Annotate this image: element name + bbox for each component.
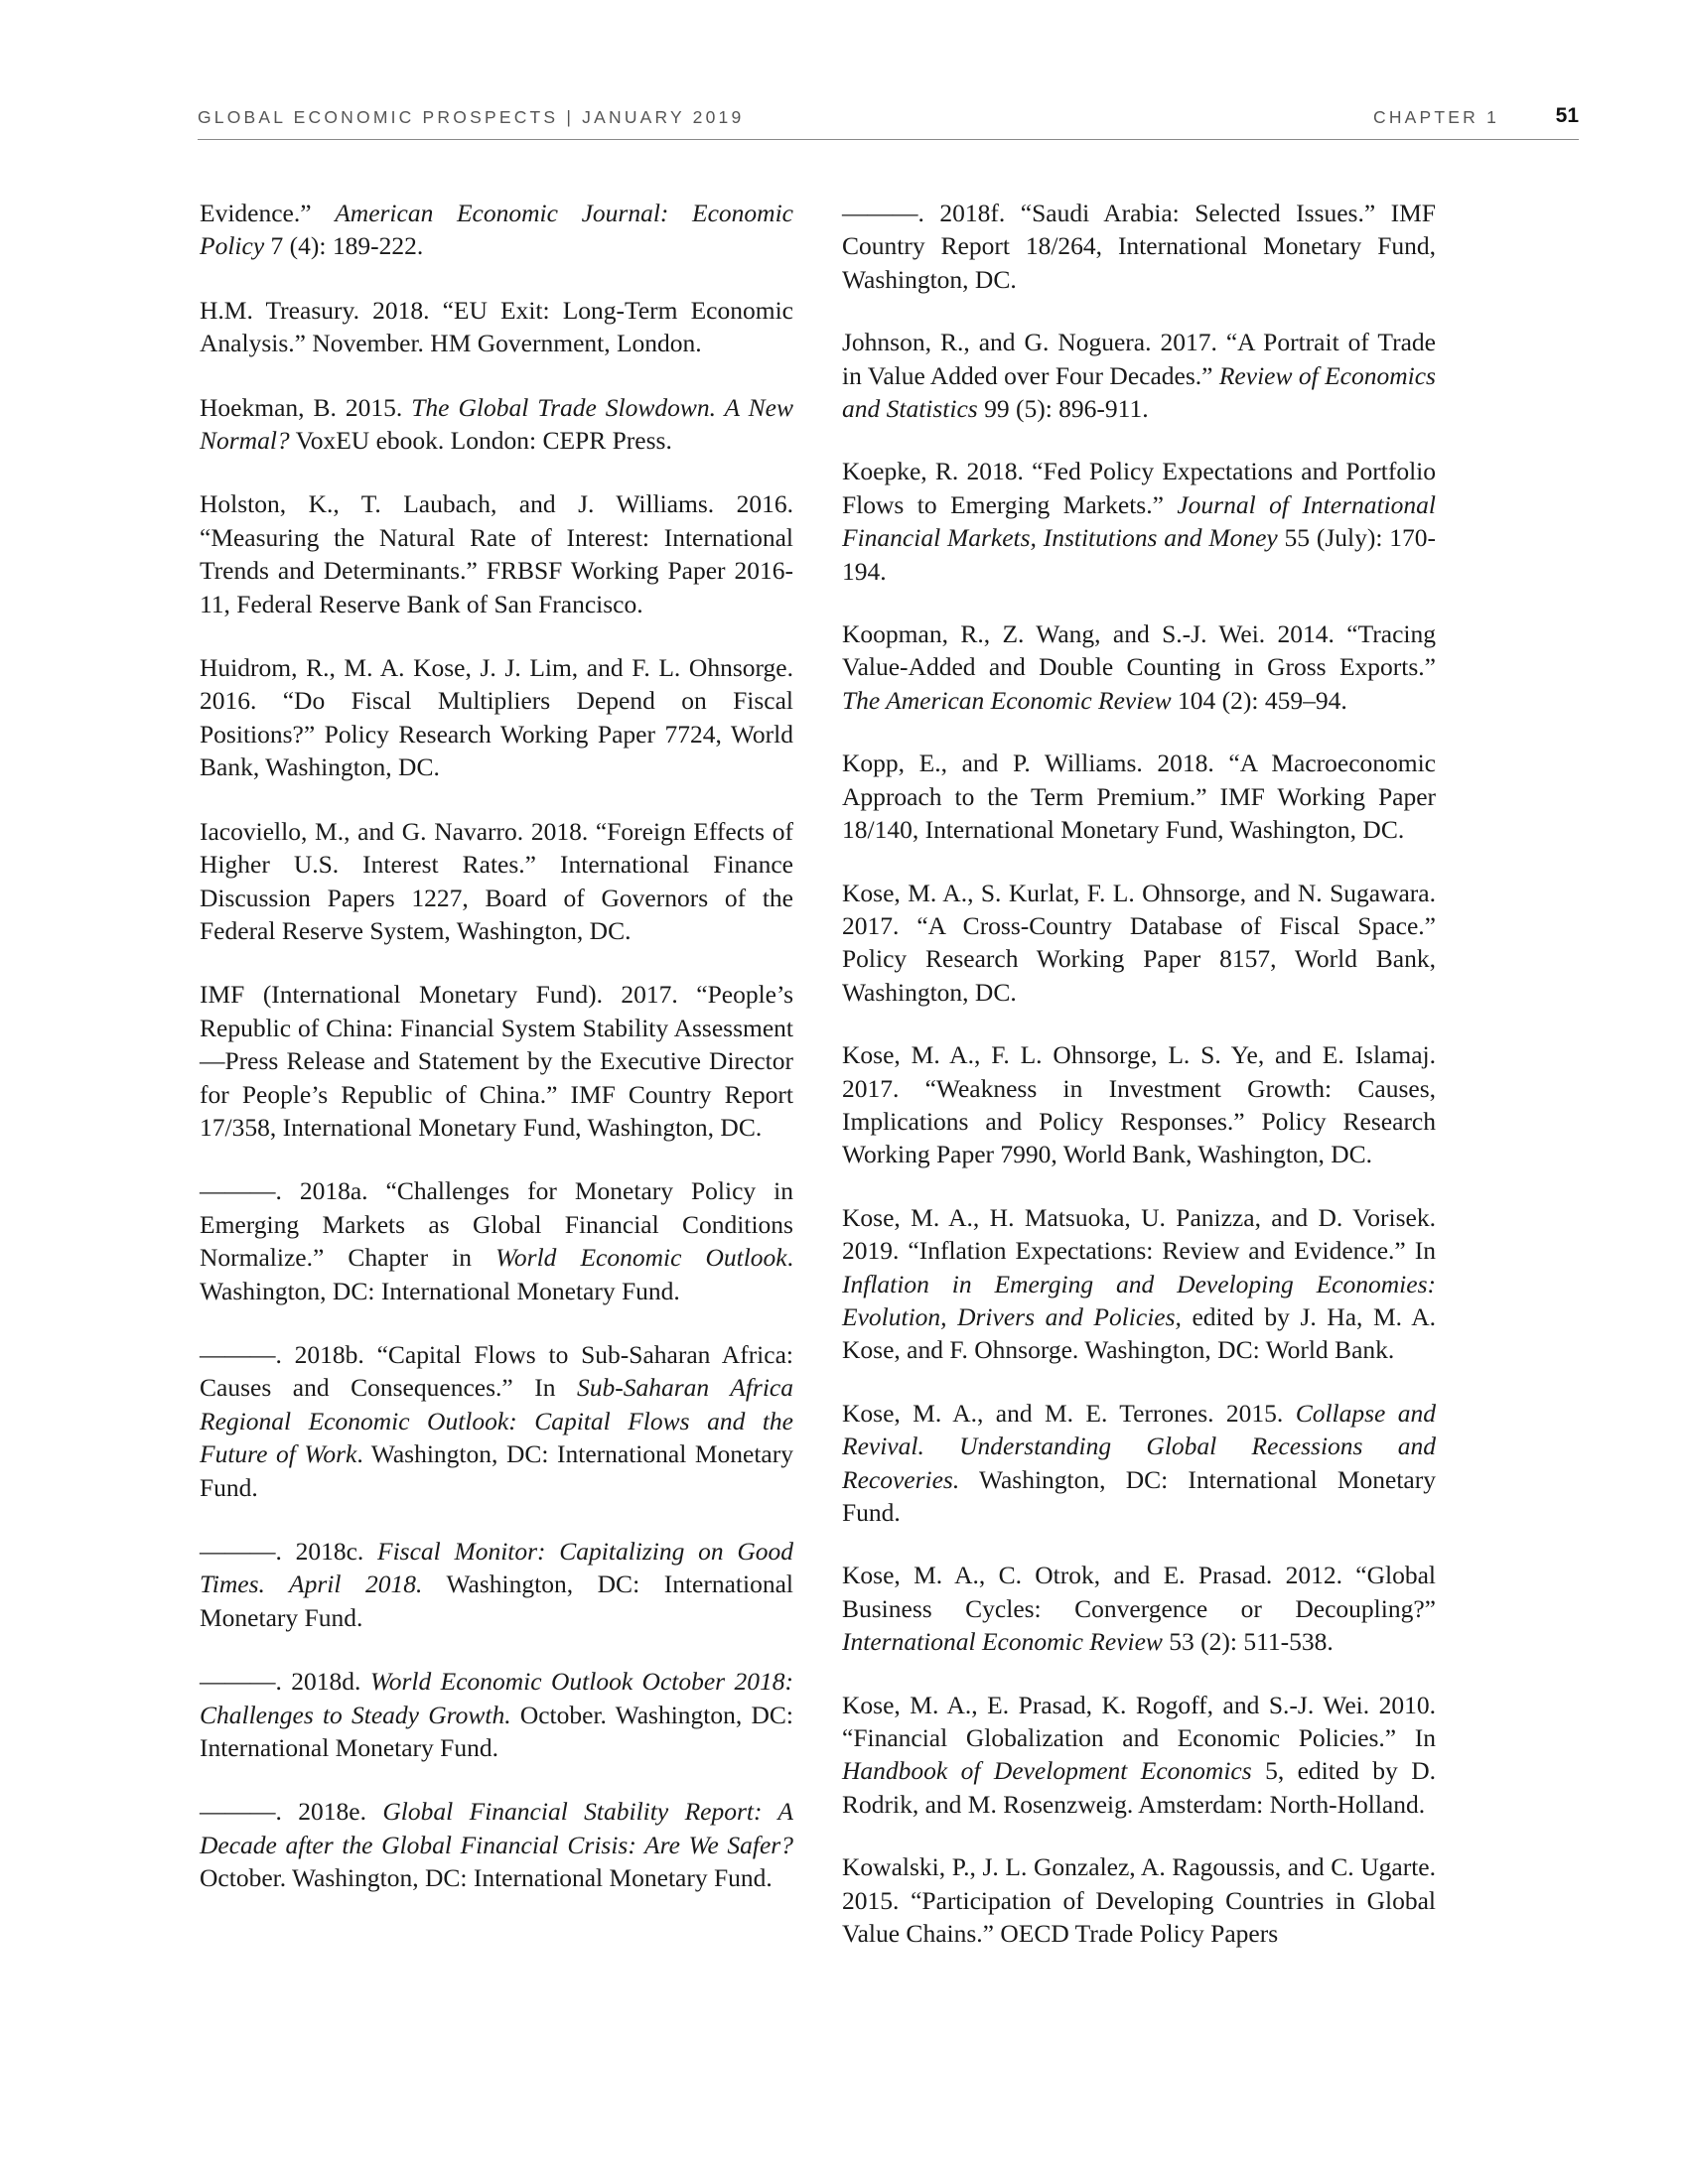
reference-text: Kose, M. A., and M. E. Terrones. 2015. [842,1398,1296,1428]
reference-text: Washington, DC: International Monetary Fund. [200,1570,794,1632]
reference-text: Kose, M. A., F. L. Ohnsorge, L. S. Ye, and E. Islamaj. 2017. “Weakness in Investment Growth: Causes, Implications and Policy Responses.” Policy Research Working Paper 7990, World Bank, Washington, DC. [842,1040,1436,1169]
reference-text: Kopp, E., and P. Williams. 2018. “A Macroeconomic Approach to the Term Premium.” IMF Working Paper 18/140, International Monetary Fund, Washington, DC. [842,749,1436,845]
reference-text: Huidrom, R., M. A. Kose, J. J. Lim, and F. L. Ohnsorge. 2016. “Do Fiscal Multipliers Depend on Fiscal Positions?” Policy Research Working Paper 7724, World Bank, Washington, DC. [200,653,793,782]
reference-text: ———. 2018a. “Challenges for Monetary Policy in Emerging Markets as Global Financial Conditions Normalize.” Chapter in [200,1176,793,1273]
reference-text: 99 (5): 896-911. [977,394,1149,424]
reference-entry [200,651,793,784]
reference-title-italic: World Economic Outlook [495,1243,787,1273]
reference-entry [842,1559,1436,1658]
reference-entry [842,197,1436,296]
reference-entry [200,978,793,1144]
reference-text: ———. 2018e. [200,1797,383,1827]
reference-title-italic: Inflation in Emerging and Developing Economies: Evolution, Drivers and Policies, [842,1269,1436,1331]
reference-text: Kose, M. A., H. Matsuoka, U. Panizza, and D. Vorisek. 2019. “Inflation Expectations: Review and Evidence.” In [842,1202,1436,1266]
reference-title-italic: World Economic Outlook October 2018: Challenges to Steady Growth. [200,1667,794,1729]
reference-text: IMF (International Monetary Fund). 2017. “People’s Republic of China: Financial System Stability Assessment—Press Release and Statement by the Executive Director for People’s Republic of China.” IMF Country Report 17/358, International Monetary Fund, Washington, DC. [200,980,793,1142]
reference-title-italic: The Global Trade Slowdown. A New Normal? [200,392,793,456]
reference-text: Koopman, R., Z. Wang, and S.-J. Wei. 2014. “Tracing Value-Added and Double Counting in Gross Exports.” [842,619,1436,682]
reference-text: Washington, DC: International Monetary Fund. [842,1464,1436,1527]
reference-text: ———. 2018d. [200,1667,370,1697]
references-left-column [200,197,793,1926]
reference-text: Evidence.” [200,199,336,227]
reference-text: Kose, M. A., C. Otrok, and E. Prasad. 2012. “Global Business Cycles: Convergence or Decoupling?” [842,1561,1436,1623]
reference-entry [842,1201,1436,1367]
reference-entry [842,1689,1436,1822]
reference-text: VoxEU ebook. London: CEPR Press. [289,426,672,456]
reference-entry [842,617,1436,717]
reference-text: H.M. Treasury. 2018. “EU Exit: Long-Term Economic Analysis.” November. HM Government, London. [200,295,793,358]
reference-title-italic: Journal of International Financial Markets, Institutions and Money [842,489,1436,553]
reference-entry [200,1665,793,1764]
reference-text: ———. 2018c. [200,1537,378,1566]
reference-title-italic: Handbook of Development Economics [842,1756,1252,1786]
reference-text: . Washington, DC: International Monetary Fund. [200,1439,793,1502]
reference-text: Iacoviello, M., and G. Navarro. 2018. “Foreign Effects of Higher U.S. Interest Rates.” International Finance Discussion Papers 1227, Board of Governors of the Federal Reserve System, Washington, DC. [200,816,793,945]
page-number: 51 [1555,104,1579,127]
reference-title-italic: Fiscal Monitor: Capitalizing on Good Times. April 2018. [200,1537,793,1599]
reference-entry [842,326,1436,425]
reference-entry [842,1850,1436,1950]
running-header [198,105,1579,140]
reference-text: Kose, M. A., S. Kurlat, F. L. Ohnsorge, and N. Sugawara. 2017. “A Cross-Country Database of Fiscal Space.” Policy Research Working Paper 8157, World Bank, Washington, DC. [842,878,1436,1007]
reference-title-italic: Global Financial Stability Report: A Decade after the Global Financial Crisis: Are We Safer? [200,1797,793,1859]
reference-entry [200,487,793,620]
reference-text: Johnson, R., and G. Noguera. 2017. “A Portrait of Trade in Value Added over Four Decades.” [842,328,1436,390]
reference-text: 53 (2): 511-538. [1162,1627,1334,1657]
reference-entry [200,1535,793,1634]
reference-text: October. Washington, DC: International Monetary Fund. [200,1700,793,1763]
reference-title-italic: The American Economic Review [842,685,1172,715]
reference-text: Koepke, R. 2018. “Fed Policy Expectations and Portfolio Flows to Emerging Markets.” [842,457,1436,519]
reference-text: October. Washington, DC: International Monetary Fund. [200,1863,773,1893]
reference-title-italic: International Economic Review [842,1627,1163,1657]
reference-title-italic: Review of Economics and Statistics [842,360,1436,424]
reference-entry [200,197,793,263]
reference-entry [200,294,793,360]
reference-text: . Washington, DC: International Monetary Fund. [200,1243,793,1305]
reference-entry [842,455,1436,588]
reference-entry [200,815,793,948]
reference-entry [200,1795,793,1894]
reference-entry [842,747,1436,846]
references-right-column [842,197,1436,1979]
reference-entry [842,1038,1436,1171]
reference-text: 5, edited by D. Rodrik, and M. Rosenzweig. Amsterdam: North-Holland. [842,1756,1436,1819]
reference-entry [842,1397,1436,1530]
reference-entry [842,877,1436,1010]
reference-text: 7 (4): 189-222. [264,231,424,261]
reference-entry [200,1174,793,1307]
reference-text: 55 (July): 170-194. [842,523,1436,586]
reference-title-italic: American Economic Journal: Economic Policy [200,199,793,261]
reference-text: ———. 2018b. “Capital Flows to Sub-Saharan Africa: Causes and Consequences.” In [200,1339,793,1403]
reference-title-italic: Sub-Saharan Africa Regional Economic Outlook: Capital Flows and the Future of Work [200,1373,793,1469]
reference-text: Holston, K., T. Laubach, and J. Williams. 2016. “Measuring the Natural Rate of Interest: International Trends and Determinants.” FRBSF Working Paper 2016-11, Federal Reserve Bank of San Francisco. [200,489,793,618]
reference-text: Kowalski, P., J. L. Gonzalez, A. Ragoussis, and C. Ugarte. 2015. “Participation of Developing Countries in Global Value Chains.” OECD Trade Policy Papers [842,1852,1436,1949]
reference-text: Kose, M. A., E. Prasad, K. Rogoff, and S.-J. Wei. 2010. “Financial Globalization and Economic Policies.” In [842,1690,1436,1753]
reference-entry [200,1338,793,1504]
chapter-label: CHAPTER 1 [1372,107,1499,127]
reference-title-italic: Collapse and Revival. Understanding Global Recessions and Recoveries. [842,1398,1436,1494]
reference-text: ———. 2018f. “Saudi Arabia: Selected Issues.” IMF Country Report 18/264, International Monetary Fund, Washington, DC. [842,199,1436,294]
reference-text: 104 (2): 459–94. [1171,685,1347,715]
publication-title: GLOBAL ECONOMIC PROSPECTS | JANUARY 2019 [198,107,745,127]
reference-entry [200,391,793,458]
reference-text: Hoekman, B. 2015. [200,392,412,422]
reference-text: edited by J. Ha, M. A. Kose, and F. Ohnsorge. Washington, DC: World Bank. [842,1301,1436,1365]
